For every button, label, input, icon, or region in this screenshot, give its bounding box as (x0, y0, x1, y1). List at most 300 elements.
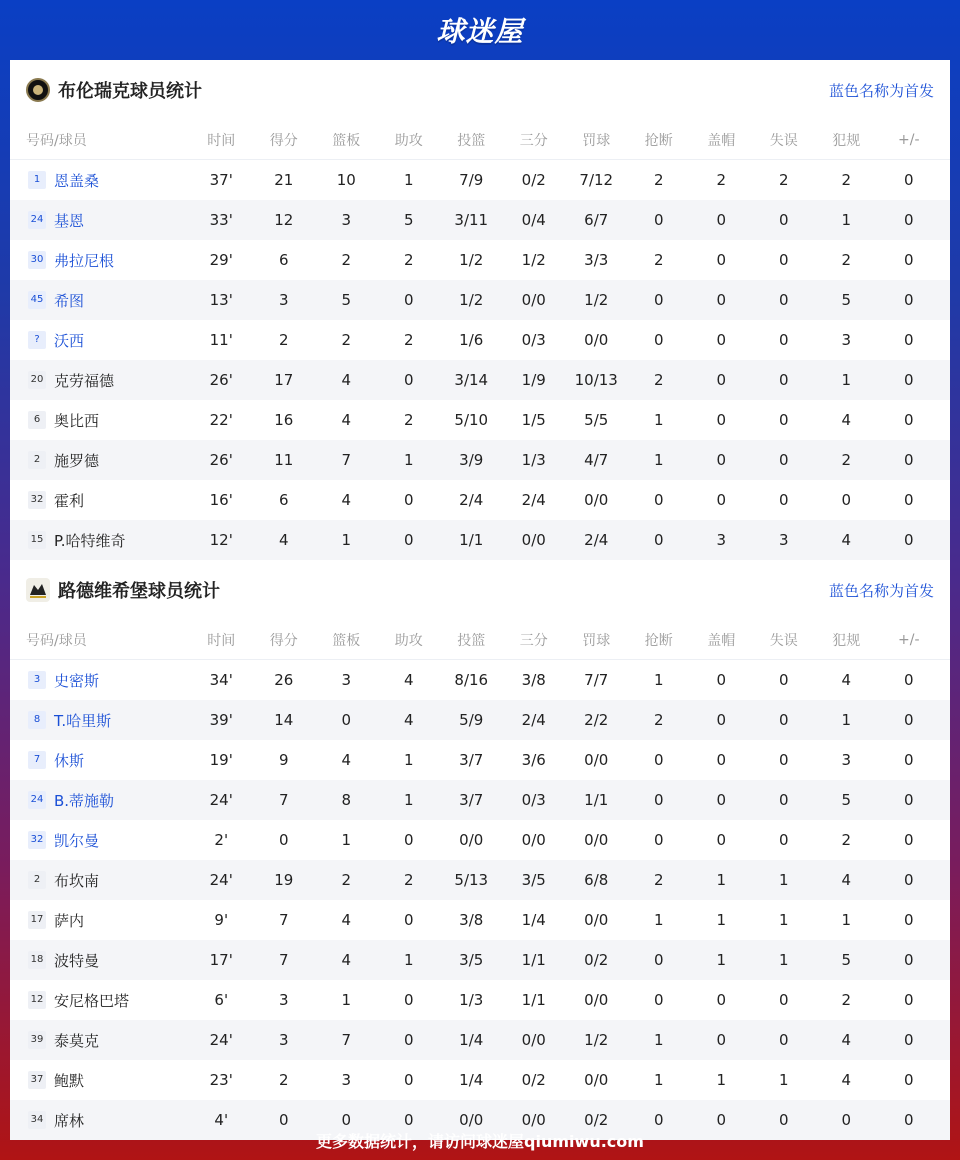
jersey-number-badge: 45 (28, 291, 46, 309)
stat-cell: 4 (341, 911, 352, 929)
player-name-link[interactable]: 安尼格巴塔 (54, 991, 130, 1010)
stat-cell: 0 (903, 1031, 914, 1049)
stat-cell: 1/2 (459, 291, 484, 309)
stat-cell: 7 (341, 1031, 352, 1049)
stat-cell: 0 (716, 411, 727, 429)
stat-cell: 10 (336, 171, 356, 189)
stat-cell: 3 (278, 291, 289, 309)
stat-cell: 22' (209, 411, 233, 429)
stat-cell: 26 (274, 671, 294, 689)
team-section (10, 560, 950, 1140)
stat-cell: 5/5 (584, 411, 609, 429)
stat-cell: 0 (903, 251, 914, 269)
player-name-link[interactable]: 沃西 (54, 331, 85, 350)
stat-cell: 0/0 (584, 491, 609, 509)
jersey-number-badge: 18 (28, 951, 46, 969)
stat-cell: 0 (903, 671, 914, 689)
stat-cell: 2 (403, 331, 414, 349)
stat-cell: 2/2 (584, 711, 609, 729)
stat-cell: 23' (209, 1071, 233, 1089)
stat-cell: 0 (903, 411, 914, 429)
stat-cell: 1/2 (521, 251, 546, 269)
stat-cell: 1 (653, 451, 664, 469)
player-name-link[interactable]: 布坎南 (54, 871, 100, 890)
stat-cell: 1 (653, 1031, 664, 1049)
stat-cell: 1/2 (459, 251, 484, 269)
stat-cell: 2 (841, 451, 852, 469)
player-row[interactable] (10, 740, 950, 780)
stat-cell: 3 (278, 991, 289, 1009)
stat-cell: 0/0 (521, 531, 546, 549)
starter-note: 蓝色名称为首发 (828, 81, 934, 100)
column-header: 号码/球员 (26, 132, 87, 149)
stat-cell: 4 (341, 491, 352, 509)
stat-cell: 0 (403, 1031, 414, 1049)
stat-cell: 0/0 (584, 331, 609, 349)
stat-cell: 1 (403, 951, 414, 969)
jersey-number-badge: 17 (28, 911, 46, 929)
stat-cell: 26' (209, 451, 233, 469)
stat-cell: 0 (403, 371, 414, 389)
stat-cell: 0 (716, 991, 727, 1009)
stat-cell: 1 (653, 671, 664, 689)
player-name-link[interactable]: 基恩 (54, 211, 85, 230)
stat-cell: 7/9 (459, 171, 484, 189)
column-header: 投篮 (457, 632, 486, 649)
column-header: 助攻 (394, 632, 423, 649)
stat-cell: 2 (653, 871, 664, 889)
stat-cell: 2 (653, 711, 664, 729)
stat-cell: 0/4 (521, 211, 546, 229)
stat-cell: 5/10 (454, 411, 489, 429)
stat-cell: 4 (841, 411, 852, 429)
stat-cell: 3/6 (521, 751, 546, 769)
stat-cell: 4' (214, 1111, 229, 1129)
stat-cell: 1 (841, 911, 852, 929)
stat-cell: 0 (403, 491, 414, 509)
jersey-number-badge: 8 (28, 711, 46, 729)
stat-cell: 4/7 (584, 451, 609, 469)
column-header: +/- (898, 131, 920, 148)
player-name-link[interactable]: 凯尔曼 (54, 831, 100, 850)
player-cell (10, 710, 190, 731)
stat-cell: 3/9 (459, 451, 484, 469)
stat-cell: 2 (841, 251, 852, 269)
stat-cell: 0 (778, 211, 789, 229)
stat-cell: 2 (778, 171, 789, 189)
player-name-link[interactable]: 施罗德 (54, 451, 100, 470)
player-row[interactable] (10, 160, 950, 200)
stat-cell: 1/4 (459, 1031, 484, 1049)
jersey-number-badge: 37 (28, 1071, 46, 1089)
player-row[interactable] (10, 480, 950, 520)
stat-cell: 0/0 (584, 831, 609, 849)
stat-cell: 26' (209, 371, 233, 389)
stat-cell: 0 (403, 911, 414, 929)
player-cell (10, 1070, 190, 1091)
stat-cell: 0 (716, 751, 727, 769)
column-header: 失误 (769, 132, 798, 149)
stat-cell: 6/8 (584, 871, 609, 889)
stat-cell: 0 (716, 1031, 727, 1049)
jersey-number-badge: 7 (28, 751, 46, 769)
player-cell (10, 410, 190, 431)
column-header: 盖帽 (707, 632, 736, 649)
stat-cell: 0 (403, 1071, 414, 1089)
stat-cell: 3 (841, 331, 852, 349)
stat-cell: 0 (653, 1111, 664, 1129)
player-name-link[interactable]: B.蒂施勒 (54, 791, 115, 810)
player-name-link[interactable]: 史密斯 (54, 671, 100, 690)
column-header: +/- (898, 631, 920, 648)
player-row[interactable] (10, 700, 950, 740)
stat-cell: 0 (716, 371, 727, 389)
stat-cell: 0 (903, 751, 914, 769)
stat-cell: 0 (653, 751, 664, 769)
stat-cell: 0 (653, 531, 664, 549)
jersey-number-badge: 2 (28, 451, 46, 469)
column-header: 时间 (207, 132, 236, 149)
column-header: 犯规 (832, 632, 861, 649)
stat-cell: 0 (841, 491, 852, 509)
stat-cell: 7 (278, 951, 289, 969)
player-name-link[interactable]: 弗拉尼根 (54, 251, 115, 270)
stat-cell: 0 (778, 451, 789, 469)
section-title-wrap (26, 577, 220, 603)
stats-card (10, 60, 950, 1130)
stat-cell: 4 (841, 871, 852, 889)
stat-cell: 1 (341, 831, 352, 849)
stat-cell: 0 (403, 831, 414, 849)
stat-cell: 7 (278, 791, 289, 809)
stat-cell: 16 (274, 411, 294, 429)
stat-cell: 4 (403, 711, 414, 729)
stat-cell: 2 (341, 331, 352, 349)
stat-cell: 0 (403, 531, 414, 549)
jersey-number-badge: 24 (28, 791, 46, 809)
stat-cell: 1/2 (584, 291, 609, 309)
stat-cell: 6 (278, 491, 289, 509)
jersey-number-badge: 2 (28, 871, 46, 889)
stat-cell: 4 (341, 411, 352, 429)
stat-cell: 1 (403, 751, 414, 769)
stat-cell: 1 (778, 1071, 789, 1089)
player-cell (10, 450, 190, 471)
stat-cell: 0 (716, 251, 727, 269)
stat-cell: 9' (214, 911, 229, 929)
stat-cell: 1 (841, 711, 852, 729)
stat-cell: 1 (653, 1071, 664, 1089)
stat-cell: 3 (278, 1031, 289, 1049)
stat-cell: 1/1 (521, 951, 546, 969)
stat-cell: 7 (341, 451, 352, 469)
stat-cell: 39' (209, 711, 233, 729)
stat-cell: 2 (653, 171, 664, 189)
stat-cell: 3/5 (521, 871, 546, 889)
stat-cell: 21 (274, 171, 294, 189)
column-header: 号码/球员 (26, 632, 87, 649)
stat-cell: 34' (209, 671, 233, 689)
player-cell (10, 1030, 190, 1051)
stat-cell: 24' (209, 871, 233, 889)
player-name-link[interactable]: 席林 (54, 1111, 85, 1130)
stat-cell: 0 (841, 1111, 852, 1129)
player-row[interactable] (10, 980, 950, 1020)
stat-cell: 19 (274, 871, 294, 889)
player-name-link[interactable]: 霍利 (54, 491, 85, 510)
stat-cell: 1 (716, 1071, 727, 1089)
stat-cell: 0 (778, 751, 789, 769)
stat-cell: 3 (341, 211, 352, 229)
column-header: 抢断 (644, 632, 673, 649)
jersey-number-badge: 32 (28, 491, 46, 509)
stat-cell: 1 (716, 911, 727, 929)
stat-cell: 17' (209, 951, 233, 969)
stat-cell: 1 (341, 991, 352, 1009)
player-row[interactable] (10, 820, 950, 860)
team-section (10, 60, 950, 560)
player-name-link[interactable]: 希图 (54, 291, 85, 310)
stat-cell: 1/2 (584, 1031, 609, 1049)
jersey-number-badge: 1 (28, 171, 46, 189)
stat-cell: 7/12 (579, 171, 614, 189)
stat-cell: 1/1 (584, 791, 609, 809)
stat-cell: 1 (403, 791, 414, 809)
stat-cell: 0 (778, 991, 789, 1009)
player-name-link[interactable]: 恩盖桑 (54, 171, 100, 190)
stat-cell: 0 (778, 831, 789, 849)
stat-cell: 4 (341, 371, 352, 389)
stat-cell: 8 (341, 791, 352, 809)
stat-cell: 0 (716, 491, 727, 509)
stat-cell: 0 (403, 291, 414, 309)
player-cell (10, 990, 190, 1011)
stat-cell: 0 (403, 991, 414, 1009)
column-header: 三分 (519, 132, 548, 149)
jersey-number-badge: 6 (28, 411, 46, 429)
stat-cell: 0 (903, 951, 914, 969)
table-header-row (10, 120, 950, 160)
stat-cell: 4 (841, 1031, 852, 1049)
column-header: 得分 (269, 132, 298, 149)
stat-cell: 0/0 (584, 991, 609, 1009)
stat-cell: 0/3 (521, 791, 546, 809)
stat-cell: 2 (653, 371, 664, 389)
stat-cell: 5 (341, 291, 352, 309)
stat-cell: 1 (778, 951, 789, 969)
stat-cell: 6/7 (584, 211, 609, 229)
bucks-logo-icon (26, 578, 50, 602)
column-header: 助攻 (394, 132, 423, 149)
stat-cell: 2 (403, 251, 414, 269)
stat-cell: 0 (903, 451, 914, 469)
player-row[interactable] (10, 200, 950, 240)
stat-cell: 0 (716, 831, 727, 849)
stat-cell: 0 (903, 991, 914, 1009)
player-name-link[interactable]: 休斯 (54, 751, 85, 770)
stat-cell: 1/1 (521, 991, 546, 1009)
stat-cell: 0 (653, 211, 664, 229)
stat-cell: 3/7 (459, 791, 484, 809)
stat-cell: 0 (778, 711, 789, 729)
stat-cell: 0/0 (584, 751, 609, 769)
stat-cell: 8/16 (454, 671, 489, 689)
stat-cell: 11' (209, 331, 233, 349)
stat-cell: 1 (778, 871, 789, 889)
stat-cell: 1/9 (521, 371, 546, 389)
stat-cell: 1 (716, 951, 727, 969)
section-header (10, 560, 950, 620)
column-header: 篮板 (332, 632, 361, 649)
stat-cell: 1 (841, 211, 852, 229)
section-title: 路德维希堡球员统计 (58, 581, 220, 602)
stat-cell: 0 (778, 251, 789, 269)
player-row[interactable] (10, 780, 950, 820)
stat-cell: 0 (778, 1031, 789, 1049)
stat-cell: 3/8 (459, 911, 484, 929)
stat-cell: 0 (653, 291, 664, 309)
stat-cell: 2 (403, 871, 414, 889)
top-bar (0, 0, 960, 60)
column-header: 罚球 (582, 632, 611, 649)
player-row[interactable] (10, 360, 950, 400)
stat-cell: 13' (209, 291, 233, 309)
stat-cell: 4 (841, 1071, 852, 1089)
player-cell (10, 790, 190, 811)
stat-cell: 6 (278, 251, 289, 269)
player-row[interactable] (10, 660, 950, 700)
stat-cell: 0 (778, 371, 789, 389)
stat-cell: 0 (778, 671, 789, 689)
player-row[interactable] (10, 240, 950, 280)
jersey-number-badge: 20 (28, 371, 46, 389)
stat-cell: 0 (653, 331, 664, 349)
stat-cell: 3/8 (521, 671, 546, 689)
stat-cell: 0 (403, 1111, 414, 1129)
jersey-number-badge: ? (28, 331, 46, 349)
stat-cell: 3/14 (454, 371, 489, 389)
column-header: 篮板 (332, 132, 361, 149)
jersey-number-badge: 34 (28, 1111, 46, 1129)
stat-cell: 3/11 (454, 211, 489, 229)
stat-cell: 17 (274, 371, 294, 389)
player-row[interactable] (10, 400, 950, 440)
stat-cell: 2 (841, 171, 852, 189)
player-row[interactable] (10, 320, 950, 360)
stat-cell: 1/4 (521, 911, 546, 929)
stat-cell: 2 (841, 831, 852, 849)
stat-cell: 14 (274, 711, 294, 729)
stat-cell: 0 (716, 671, 727, 689)
player-name-link[interactable]: 波特曼 (54, 951, 100, 970)
stat-cell: 0 (903, 491, 914, 509)
stat-cell: 1 (716, 871, 727, 889)
player-name-link[interactable]: 萨内 (54, 911, 85, 930)
stat-cell: 0 (778, 411, 789, 429)
section-title-wrap (26, 77, 202, 103)
player-cell (10, 370, 190, 391)
stat-cell: 0 (903, 211, 914, 229)
stat-cell: 19' (209, 751, 233, 769)
player-name-link[interactable]: P.哈特维奇 (54, 531, 126, 550)
stat-cell: 6' (214, 991, 229, 1009)
stat-cell: 0 (903, 1071, 914, 1089)
player-row[interactable] (10, 860, 950, 900)
player-row[interactable] (10, 520, 950, 560)
stat-cell: 1 (403, 451, 414, 469)
stat-cell: 1/5 (521, 411, 546, 429)
stat-cell: 2 (341, 871, 352, 889)
player-name-link[interactable]: 奥比西 (54, 411, 100, 430)
stat-cell: 29' (209, 251, 233, 269)
footer-banner: 更多数据统计，请访问球迷屋qiumiwu.com (316, 1131, 644, 1151)
player-row[interactable] (10, 940, 950, 980)
player-row[interactable] (10, 900, 950, 940)
stat-cell: 12' (209, 531, 233, 549)
jersey-number-badge: 24 (28, 211, 46, 229)
stat-cell: 5 (841, 951, 852, 969)
player-cell (10, 330, 190, 351)
stat-cell: 3 (341, 671, 352, 689)
stat-cell: 0 (903, 871, 914, 889)
player-row[interactable] (10, 1020, 950, 1060)
player-name-link[interactable]: 泰莫克 (54, 1031, 100, 1050)
stat-cell: 1 (403, 171, 414, 189)
stat-cell: 0/3 (521, 331, 546, 349)
player-name-link[interactable]: 鲍默 (54, 1071, 85, 1090)
starter-note: 蓝色名称为首发 (828, 581, 934, 600)
player-row[interactable] (10, 280, 950, 320)
column-header: 三分 (519, 632, 548, 649)
column-header: 罚球 (582, 132, 611, 149)
stat-cell: 4 (341, 951, 352, 969)
jersey-number-badge: 39 (28, 1031, 46, 1049)
player-row[interactable] (10, 1060, 950, 1100)
stat-cell: 0 (903, 1111, 914, 1129)
player-cell (10, 490, 190, 511)
stat-cell: 2 (841, 991, 852, 1009)
stat-cell: 0 (653, 831, 664, 849)
stat-cell: 0 (778, 291, 789, 309)
stat-cell: 0 (903, 331, 914, 349)
player-name-link[interactable]: T.哈里斯 (54, 711, 112, 730)
stat-cell: 5 (403, 211, 414, 229)
stat-cell: 2/4 (584, 531, 609, 549)
stat-cell: 1/6 (459, 331, 484, 349)
stat-cell: 0 (778, 491, 789, 509)
stat-cell: 0 (716, 1111, 727, 1129)
player-row[interactable] (10, 440, 950, 480)
player-cell (10, 530, 190, 551)
player-name-link[interactable]: 克劳福德 (54, 371, 115, 390)
jersey-number-badge: 15 (28, 531, 46, 549)
stat-cell: 10/13 (574, 371, 618, 389)
section-header (10, 60, 950, 120)
stat-cell: 0 (278, 831, 289, 849)
stat-cell: 12 (274, 211, 294, 229)
brand-logo-text: 球迷屋 (436, 15, 524, 48)
stat-cell: 2 (278, 1071, 289, 1089)
stat-cell: 3/5 (459, 951, 484, 969)
stat-cell: 1 (653, 911, 664, 929)
player-cell (10, 290, 190, 311)
stat-cell: 9 (278, 751, 289, 769)
section-title: 布伦瑞克球员统计 (58, 81, 202, 102)
player-cell (10, 670, 190, 691)
column-header: 得分 (269, 632, 298, 649)
stat-cell: 0 (716, 331, 727, 349)
player-cell (10, 250, 190, 271)
